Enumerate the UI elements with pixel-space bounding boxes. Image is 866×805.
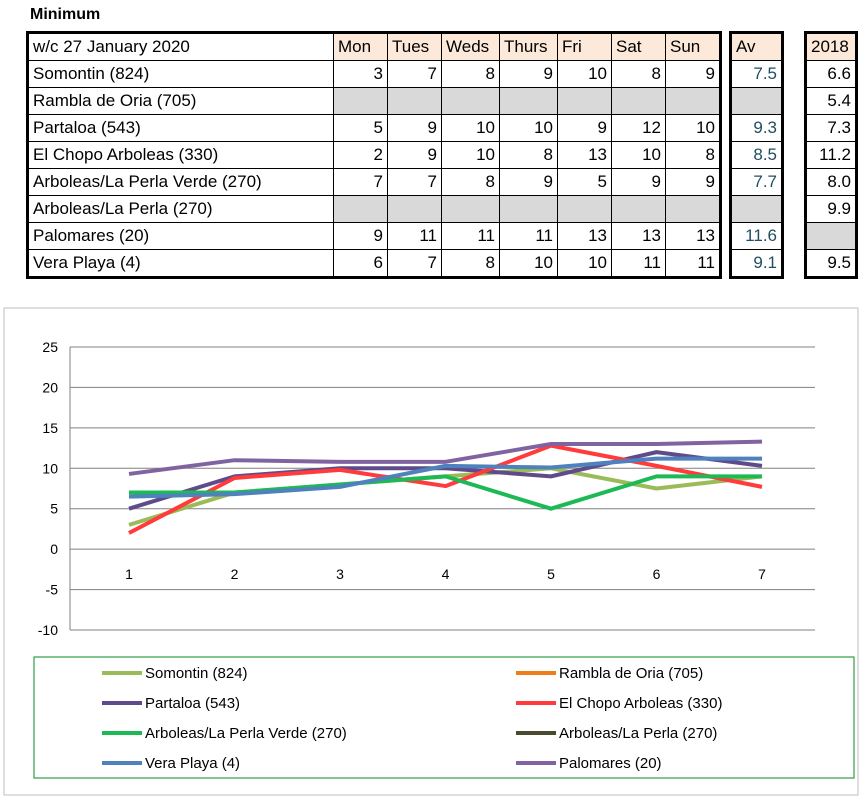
table-header-row [28, 33, 721, 61]
table-row [28, 142, 721, 169]
table-cell: 9 [558, 115, 612, 142]
y-tick-label: -10 [37, 622, 58, 638]
year-cell: 11.2 [806, 142, 857, 169]
table-cell: 8 [442, 61, 500, 88]
day-header: Sun [666, 33, 721, 61]
legend-label: Vera Playa (4) [145, 755, 241, 772]
table-cell: 9 [666, 169, 721, 196]
data-table [26, 31, 722, 279]
average-cell [731, 88, 783, 115]
average-row [731, 250, 783, 278]
x-tick-label: 3 [336, 566, 344, 583]
table-cell: 13 [612, 223, 666, 250]
table-cell: 7 [388, 169, 442, 196]
day-header: Sat [612, 33, 666, 61]
table-cell: 8 [442, 250, 500, 278]
year-cell: 8.0 [806, 169, 857, 196]
station-name: Arboleas/La Perla Verde (270) [28, 169, 334, 196]
table-cell: 10 [612, 142, 666, 169]
average-cell: 9.3 [731, 115, 783, 142]
station-name: Somontin (824) [28, 61, 334, 88]
x-tick-label: 4 [441, 566, 450, 583]
table-cell: 9 [334, 223, 388, 250]
year-cell: 5.4 [806, 88, 857, 115]
year-row [806, 196, 857, 223]
table-cell: 10 [500, 115, 558, 142]
table-row [28, 196, 721, 223]
legend-label: Palomares (20) [559, 755, 662, 772]
table-cell: 3 [334, 61, 388, 88]
day-header: Fri [558, 33, 612, 61]
table-cell: 10 [500, 250, 558, 278]
table-cell [612, 196, 666, 223]
year-2018-table [804, 31, 858, 279]
legend-label: Arboleas/La Perla (270) [559, 725, 718, 742]
table-row [28, 115, 721, 142]
table-cell [388, 196, 442, 223]
table-cell [388, 88, 442, 115]
day-header: Thurs [500, 33, 558, 61]
table-cell: 11 [612, 250, 666, 278]
chart-svg [0, 297, 866, 800]
table-cell [612, 88, 666, 115]
legend-label: Partaloa (543) [145, 695, 241, 712]
table-cell: 9 [500, 61, 558, 88]
average-table [729, 31, 784, 279]
chart-heading: Minimum [30, 6, 101, 23]
x-tick-label: 5 [547, 566, 555, 583]
y-tick-label: 10 [42, 460, 58, 477]
y-tick-label: 15 [42, 419, 58, 436]
year-row [806, 223, 857, 250]
table-cell [558, 88, 612, 115]
table-row [28, 250, 721, 278]
average-cell: 9.1 [731, 250, 783, 278]
average-row [731, 169, 783, 196]
y-tick-label: 0 [50, 541, 58, 558]
table-cell: 8 [666, 142, 721, 169]
average-header-row [731, 33, 783, 61]
table-cell: 7 [334, 169, 388, 196]
table-cell: 10 [558, 61, 612, 88]
table-row [28, 169, 721, 196]
table-cell: 7 [388, 61, 442, 88]
average-row [731, 88, 783, 115]
year-row [806, 169, 857, 196]
table-cell: 11 [442, 223, 500, 250]
table-cell [500, 88, 558, 115]
legend-label: Arboleas/La Perla Verde (270) [145, 725, 347, 742]
table-cell [558, 196, 612, 223]
x-tick-label: 2 [230, 566, 239, 583]
table-cell: 8 [612, 61, 666, 88]
year-header: 2018 [806, 33, 857, 61]
table-cell [666, 88, 721, 115]
year-cell: 9.9 [806, 196, 857, 223]
year-row [806, 250, 857, 278]
table-cell: 13 [558, 142, 612, 169]
y-tick-label: -5 [45, 581, 58, 598]
table-cell: 2 [334, 142, 388, 169]
day-header: Tues [388, 33, 442, 61]
year-row [806, 88, 857, 115]
table-cell: 7 [388, 250, 442, 278]
station-name: Palomares (20) [28, 223, 334, 250]
table-cell: 9 [666, 61, 721, 88]
year-header-row [806, 33, 857, 61]
table-cell: 9 [388, 115, 442, 142]
average-cell [731, 196, 783, 223]
y-tick-label: 20 [42, 379, 58, 396]
average-cell: 8.5 [731, 142, 783, 169]
average-cell: 11.6 [731, 223, 783, 250]
table-cell [500, 196, 558, 223]
average-header: Av [731, 33, 783, 61]
table-row [28, 88, 721, 115]
table-cell: 9 [388, 142, 442, 169]
station-name: Partaloa (543) [28, 115, 334, 142]
week-label: w/c 27 January 2020 [28, 33, 334, 61]
x-tick-label: 7 [758, 566, 766, 583]
table-cell: 11 [666, 250, 721, 278]
y-tick-label: 25 [42, 339, 58, 355]
average-cell: 7.5 [731, 61, 783, 88]
table-cell: 8 [442, 169, 500, 196]
table-cell [666, 196, 721, 223]
table-cell [442, 196, 500, 223]
table-cell: 9 [612, 169, 666, 196]
year-row [806, 115, 857, 142]
table-cell: 5 [558, 169, 612, 196]
table-cell: 13 [666, 223, 721, 250]
table-row [28, 223, 721, 250]
table-cell: 10 [442, 115, 500, 142]
table-cell: 13 [558, 223, 612, 250]
station-name: Rambla de Oria (705) [28, 88, 334, 115]
table-cell [334, 196, 388, 223]
x-tick-label: 1 [125, 566, 133, 583]
year-cell [806, 223, 857, 250]
table-cell: 11 [388, 223, 442, 250]
year-cell: 9.5 [806, 250, 857, 278]
average-row [731, 142, 783, 169]
legend-label: Rambla de Oria (705) [559, 665, 704, 682]
average-row [731, 115, 783, 142]
legend-label: El Chopo Arboleas (330) [559, 695, 723, 712]
table-cell: 11 [500, 223, 558, 250]
table-cell: 12 [612, 115, 666, 142]
year-row [806, 142, 857, 169]
average-row [731, 61, 783, 88]
station-name: Vera Playa (4) [28, 250, 334, 278]
table-cell: 6 [334, 250, 388, 278]
day-header: Weds [442, 33, 500, 61]
table-cell: 9 [500, 169, 558, 196]
table-cell: 10 [666, 115, 721, 142]
year-cell: 7.3 [806, 115, 857, 142]
station-name: Arboleas/La Perla (270) [28, 196, 334, 223]
table-cell: 8 [500, 142, 558, 169]
average-row [731, 223, 783, 250]
table-cell [334, 88, 388, 115]
average-row [731, 196, 783, 223]
average-cell: 7.7 [731, 169, 783, 196]
table-row [28, 61, 721, 88]
legend-label: Somontin (824) [145, 665, 248, 682]
line-chart [0, 297, 866, 800]
station-name: El Chopo Arboleas (330) [28, 142, 334, 169]
year-cell: 6.6 [806, 61, 857, 88]
table-cell [442, 88, 500, 115]
year-row [806, 61, 857, 88]
table-cell: 10 [558, 250, 612, 278]
table-cell: 10 [442, 142, 500, 169]
x-tick-label: 6 [652, 566, 661, 583]
y-tick-label: 5 [50, 500, 58, 517]
table-cell: 5 [334, 115, 388, 142]
day-header: Mon [334, 33, 388, 61]
